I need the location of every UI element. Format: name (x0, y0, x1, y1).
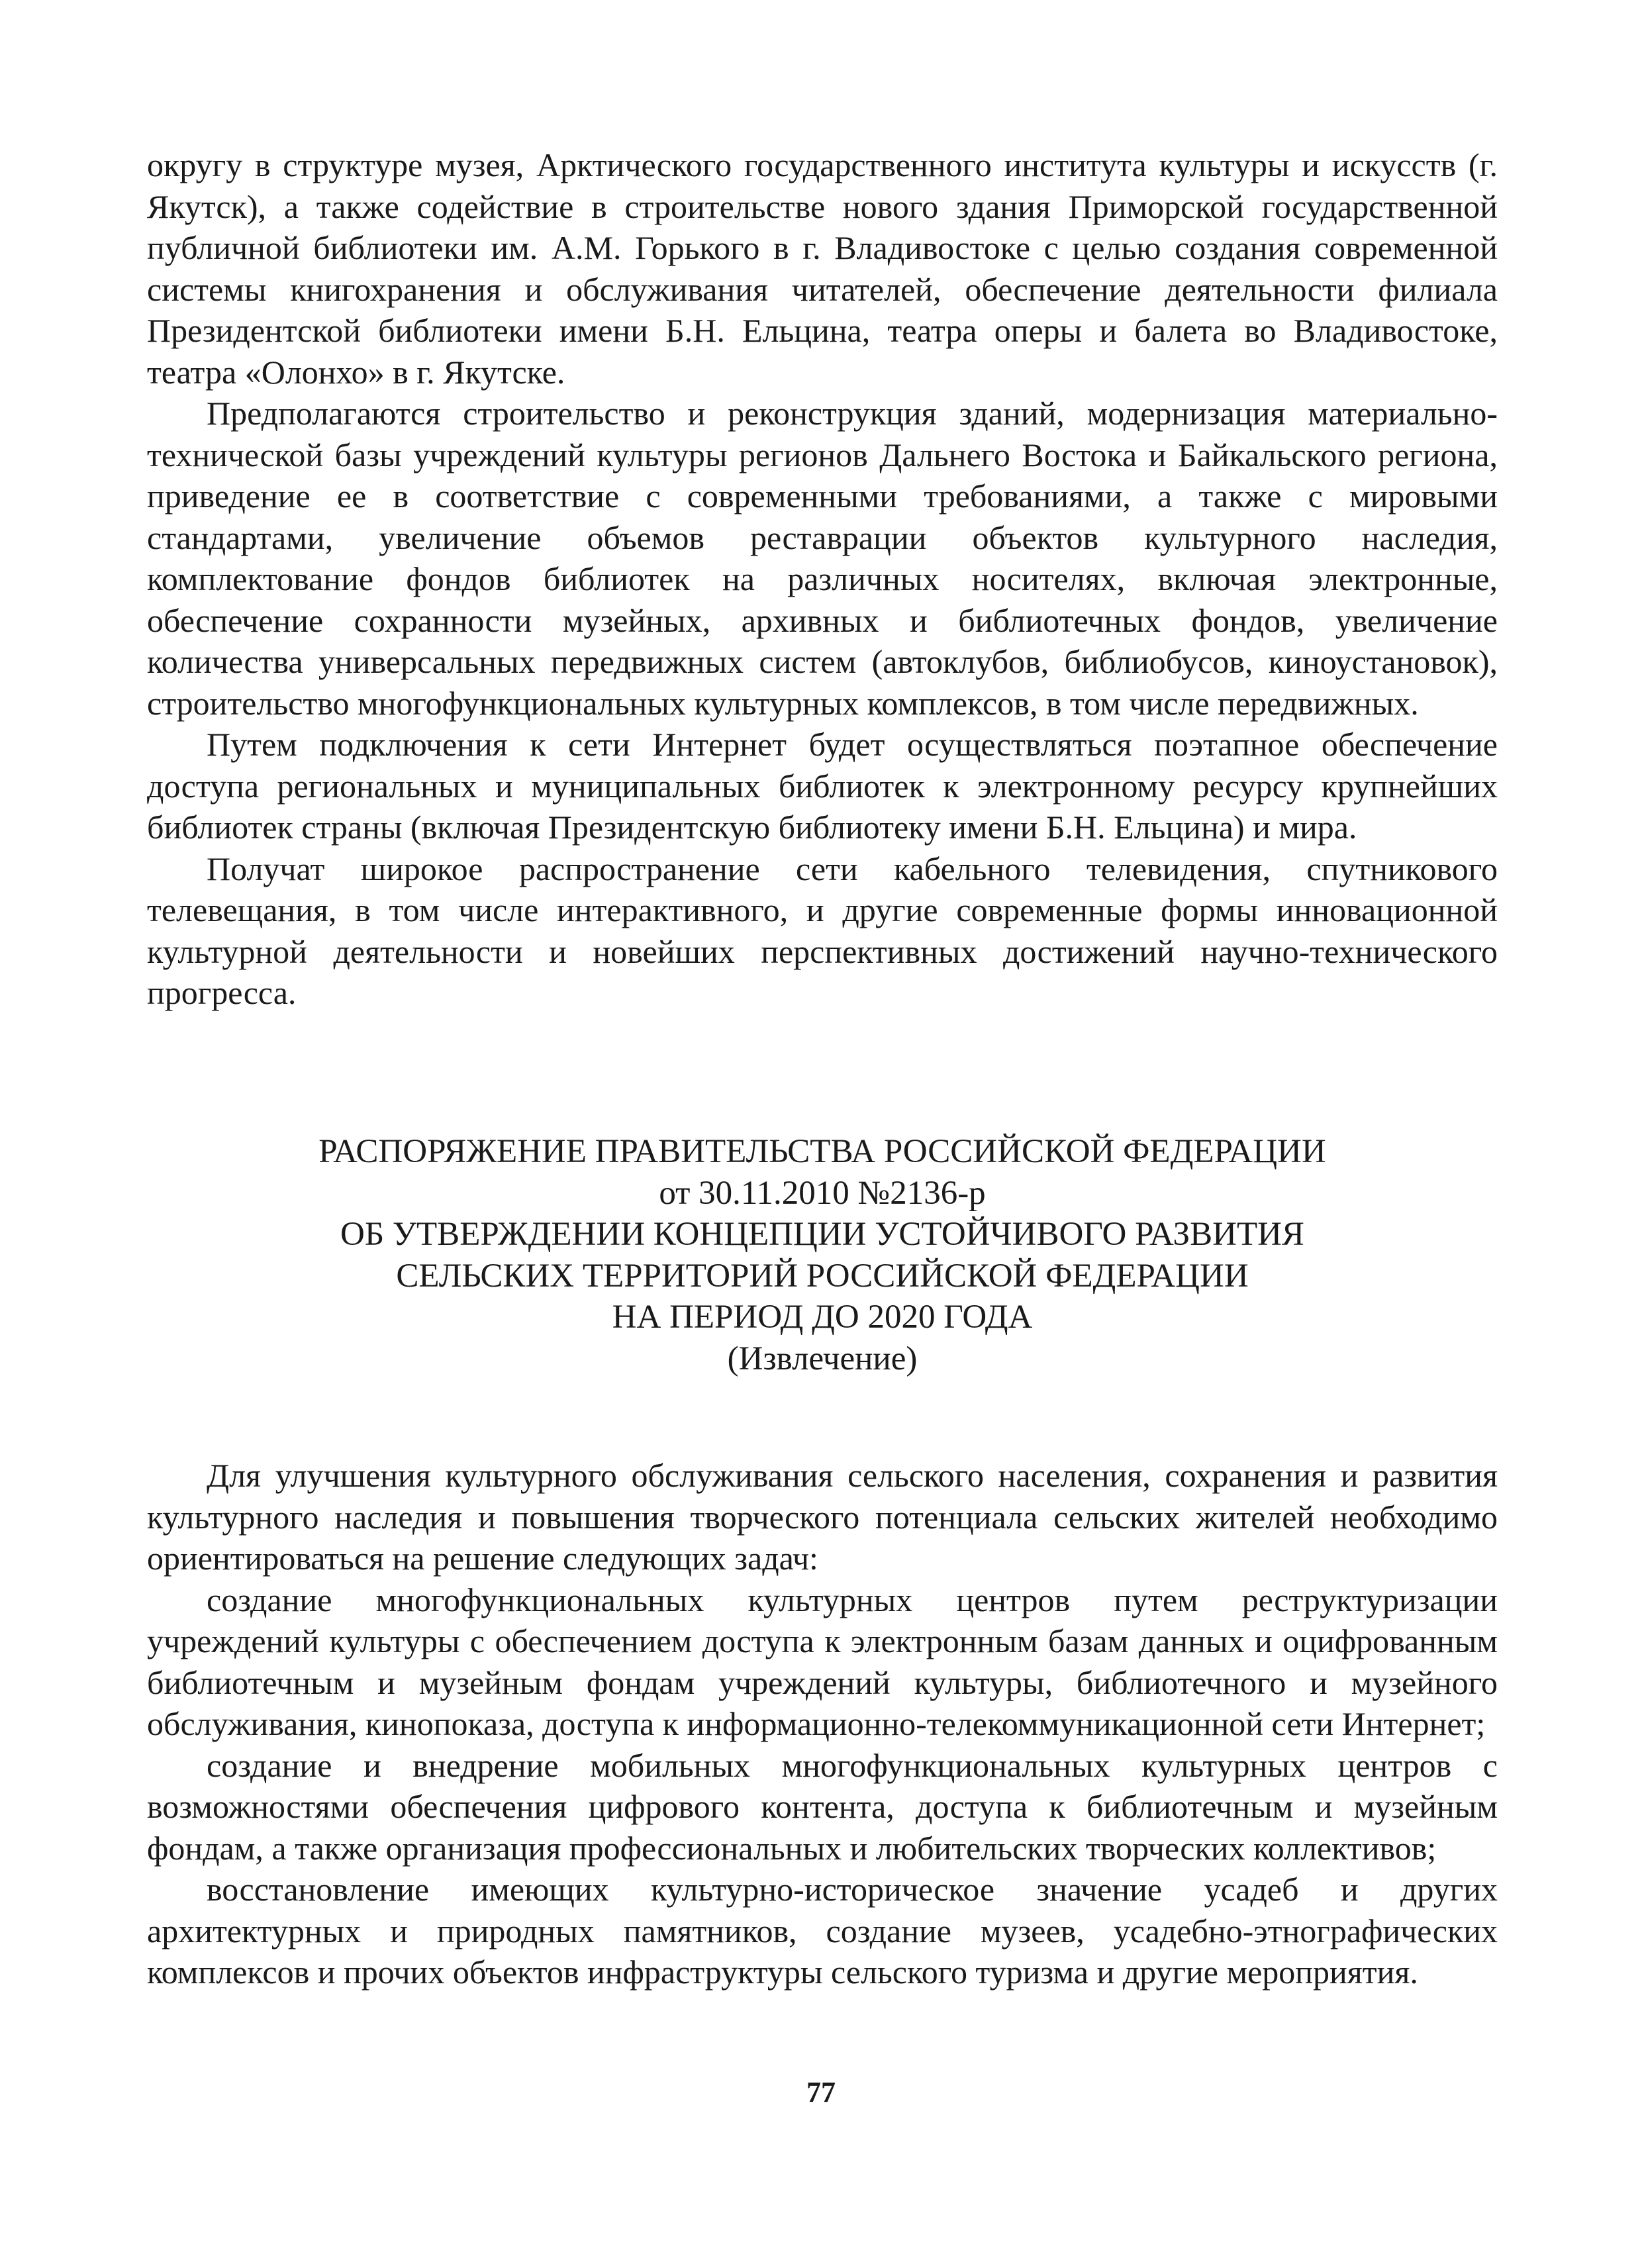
section-heading (147, 1131, 1498, 1379)
heading-extract-note: (Извлечение) (727, 1340, 918, 1377)
paragraph-task-restoration: восстановление имеющих культурно-историческое значение усадеб и других архитектурных и природных памятников, создание музеев, усадебно-этнографических комплексов и прочих объектов инфраструктуры сельского туризма и другие мероприятия. (147, 1871, 1498, 1991)
heading-title-line-1: РАСПОРЯЖЕНИЕ ПРАВИТЕЛЬСТВА РОССИЙСКОЙ ФЕДЕРАЦИИ (318, 1133, 1326, 1170)
paragraph-task-mobile-centers: создание и внедрение мобильных многофункциональных культурных центров с возможностями обеспечения цифрового контента, доступа к библиотечным и музейным фондам, а также организация профессиональных и любительских творческих коллективов; (147, 1746, 1498, 1867)
paragraph-continuation: округу в структуре музея, Арктического государственного института культуры и искусств (г. Якутск), а также содействие в строительстве нового здания Приморской государственной публичной библиотеки им. А.М. Горького в г. Владивостоке с целью создания современной системы книгохранения и обслуживания читателей, обеспечение деятельности филиала Президентской библиотеки имени Б.Н. Ельцина, театра оперы и балета во Владивостоке, театра «Олонхо» в г. Якутске. (147, 146, 1498, 391)
body-text-top (147, 144, 1498, 1014)
paragraph-television: Получат широкое распространение сети кабельного телевидения, спутникового телевещания, в том числе интерактивного, и другие современные формы инновационной культурной деятельности и новейших перспективных достижений научно-технического прогресса. (147, 850, 1498, 1011)
paragraph-task-centers: создание многофункциональных культурных центров путем реструктуризации учреждений культуры с обеспечением доступа к электронным базам данных и оцифрованным библиотечным и музейным фондам учреждений культуры, библиотечного и музейного обслуживания, кинопоказа, доступа к информационно-телекоммуникационной сети Интернет; (147, 1581, 1498, 1742)
paragraph-internet-access: Путем подключения к сети Интернет будет осуществляться поэтапное обеспечение доступа региональных и муниципальных библиотек к электронному ресурсу крупнейших библиотек страны (включая Президентскую библиотеку имени Б.Н. Ельцина) и мира. (147, 726, 1498, 846)
paragraph-construction: Предполагаются строительство и реконструкция зданий, модернизация материально-технической базы учреждений культуры регионов Дальнего Востока и Байкальского региона, приведение ее в соответствие с современными требованиями, а также с мировыми стандартами, увеличение объемов реставрации объектов культурного наследия, комплектование фондов библиотек на различных носителях, включая электронные, обеспечение сохранности музейных, архивных и библиотечных фондов, увеличение количества универсальных передвижных систем (автоклубов, библиобусов, киноустановок), строительство многофункциональных культурных комплексов, в том числе передвижных. (147, 395, 1498, 722)
heading-title-line-5: НА ПЕРИОД ДО 2020 ГОДА (612, 1299, 1033, 1336)
heading-title-line-4: СЕЛЬСКИХ ТЕРРИТОРИЙ РОССИЙСКОЙ ФЕДЕРАЦИИ (396, 1257, 1249, 1295)
paragraph-intro-tasks: Для улучшения культурного обслуживания сельского населения, сохранения и развития культурного наследия и повышения творческого потенциала сельских жителей необходимо ориентироваться на решение следующих задач: (147, 1457, 1498, 1577)
heading-date-number: от 30.11.2010 №2136-р (659, 1174, 986, 1212)
heading-title-line-3: ОБ УТВЕРЖДЕНИИ КОНЦЕПЦИИ УСТОЙЧИВОГО РАЗВИТИЯ (340, 1216, 1304, 1253)
page-number: 77 (806, 2076, 836, 2108)
body-text-bottom (147, 1455, 1498, 1993)
